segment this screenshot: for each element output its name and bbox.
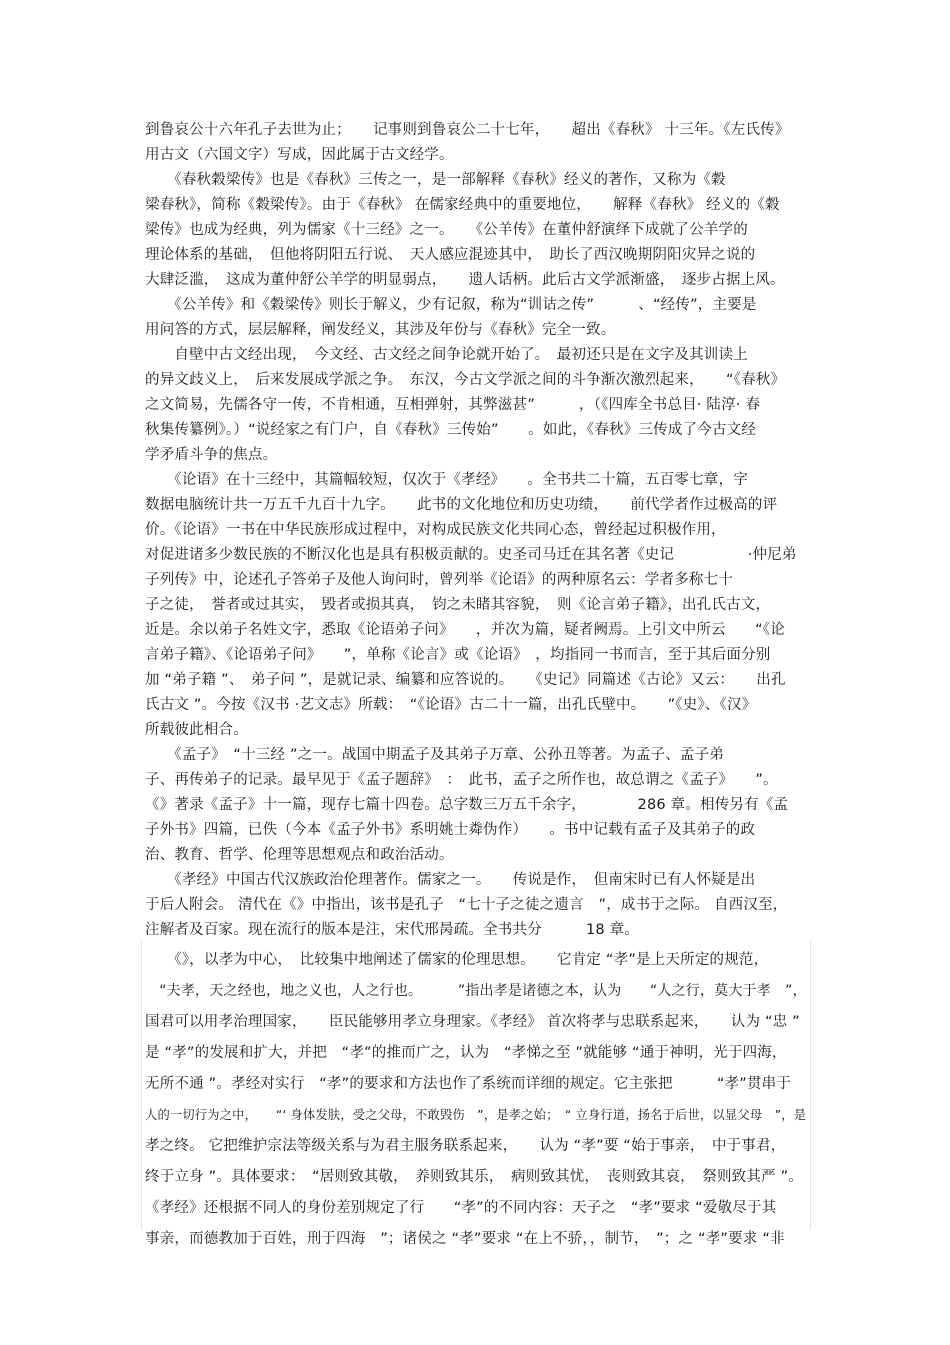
text-line: 子、再传弟子的记录。最早见于《孟子题辞》 ： 此书，孟子之所作也，故总谓之《孟子》 ”。 <box>145 772 778 788</box>
text-line: 氏古文 ”。今按《汉书 ·艺文志》所载： “《论语》古二十一篇，出孔氏壁中。 ”《史》、《汉》 <box>145 697 757 713</box>
text-line: 子之徒， 誉者或过其实， 毁者或损其真， 钧之未睹其容貌， 则《论言弟子籍》，出孔氏古文， <box>145 597 771 613</box>
text-line: 是 “孝”的发展和扩大，并把 “孝”的推而广之，认为 “孝悌之至 ”就能够 “通于神明，光于四海， <box>145 1045 787 1061</box>
text-line: 梁传》也成为经典，列为儒家《十三经》之一。 《公羊传》在董仲舒演绎下成就了公羊学的 <box>145 222 748 238</box>
text-line: 对促进诸多少数民族的不断汉化也是具有积极贡献的。史圣司马迁在其名著《史记 ·仲尼弟 <box>145 547 797 563</box>
text-line: 《》，以孝为中心， 比较集中地阐述了儒家的伦理思想。 它肯定 “孝”是上天所定的规范， <box>145 952 769 968</box>
text-line: 于后人附会。 清代在《》中指出，该书是孔子 “七十子之徒之遗言 ”，成书于之际。 自西汉至， <box>145 897 788 913</box>
text-line: 之文简易，先儒各守一传，不肯相通，互相弹射，其弊滋甚” ，（《四库全书总目· 陆淳· 春 <box>145 397 761 413</box>
text-line: 无所不通 ”。孝经对实行 “孝”的要求和方法也作了系统而详细的规定。它主张把 “孝”贯串于 <box>145 1076 792 1092</box>
text-line: 价。《论语》一书在中华民族形成过程中，对构成民族文化共同心态，曾经起过积极作用， <box>145 522 726 538</box>
text-line: 事亲，而德教加于百姓，刑于四海 ”；诸侯之 “孝”要求 “在上不骄，，制节， ”；之 “孝”要求 “非 <box>145 1231 785 1247</box>
text-line: 理论体系的基础， 但他将阴阳五行说、 天人感应混迹其中， 助长了西汉晚期阴阳灾异之说的 <box>145 247 756 263</box>
text-line: 数据电脑统计共一万五千九百十九字。 此书的文化地位和历史功绩， 前代学者作过极高的评 <box>145 497 778 513</box>
text-line: 用古文（六国文字）写成，因此属于古文经学。 <box>145 147 454 163</box>
text-line: 治、教育、哲学、伦理等思想观点和政治活动。 <box>145 847 454 863</box>
text-line: 《》著录《孟子》十一篇，现存七篇十四卷。总字数三万五千余字， 286 章。相传另有《孟 <box>145 797 789 813</box>
text-line: 近是。余以弟子名姓文字，悉取《论语弟子问》 ，并次为篇，疑者阙焉。上引文中所云 “《论 <box>145 622 786 638</box>
text-line: 所载彼此相合。 <box>145 722 248 738</box>
text-line: 梁春秋》，简称《穀梁传》。由于《春秋》 在儒家经典中的重要地位， 解释《春秋》 经义的《穀 <box>145 197 780 213</box>
text-line: 《孟子》 “十三经 ”之一。战国中期孟子及其弟子万章、公孙丑等著。为孟子、孟子弟 <box>145 747 725 763</box>
text-line: 到鲁哀公十六年孔子去世为止； 记事则到鲁哀公二十七年， 超出《春秋》 十三年。《左氏传》 <box>145 122 790 138</box>
text-line: 终于立身 ”。具体要求： “居则致其敬， 养则致其乐， 病则致其忧， 丧则致其哀， 祭则致其严 ”。 <box>145 1169 803 1185</box>
text-line: 国君可以用孝治理国家， 臣民能够用孝立身理家。《孝经》 首次将孝与忠联系起来， 认为 “忠 ” <box>145 1014 800 1030</box>
text-line: 用问答的方式，层层解释，阐发经义，其涉及年份与《春秋》完全一致。 <box>145 322 616 338</box>
text-line: 《孝经》中国古代汉族政治伦理著作。儒家之一。 传说是作， 但南宋时已有人怀疑是出 <box>145 872 756 888</box>
text-line: 人的一切行为之中， “‘ 身体发肤，受之父母，不敢毁伤 ”，是孝之始； “ 立身行道，扬名于后世，以显父母 ”，是 <box>145 1108 807 1122</box>
text-line: 《公羊传》和《穀梁传》则长于解义，少有记叙，称为“训诂之传” 、“经传”，主要是 <box>145 297 757 313</box>
text-line: 秋集传纂例》。）“说经家之有门户，自《春秋》三传始” 。如此，《春秋》三传成了今古文经 <box>145 422 757 438</box>
text-line: 《孝经》还根据不同人的身份差别规定了行 “孝”的不同内容：天子之 “孝”要求 “爱敬尽于其 <box>145 1200 777 1216</box>
text-line: 子外书》四篇，已佚（今本《孟子外书》系明姚士粦伪作） 。书中记载有孟子及其弟子的政 <box>145 822 756 838</box>
text-line: “夫孝，天之经也，地之义也，人之行也。 ”指出孝是诸德之本，认为 “人之行，莫大于孝 ”， <box>145 983 807 999</box>
text-line: 言弟子籍》、《论语弟子问》 ”，单称《论言》或《论语》 ，均指同一书而言，至于其后面分别 <box>145 647 771 663</box>
text-line: 孝之终。 它把维护宗法等级关系与为君主服务联系起来， 认为 “孝”要 “始于事亲， 中于事君， <box>145 1138 786 1154</box>
text-line: 注解者及百家。现在流行的版本是注，宋代邢昺疏。全书共分 18 章。 <box>145 922 640 938</box>
text-line: 自壁中古文经出现， 今文经、古文经之间争论就开始了。 最初还只是在文字及其训读上 <box>145 347 748 363</box>
text-line: 子列传》中，论述孔子答弟子及他人询问时，曾列举《论语》的两种原名云：学者多称七十 <box>145 572 733 588</box>
text-line: 加 “弟子籍 ”、 弟子问 ”，是就记录、编纂和应答说的。 《史记》同篇述《古论》又云： 出孔 <box>145 672 786 688</box>
text-line: 大肆泛滥， 这成为董仲舒公羊学的明显弱点， 遗人话柄。此后古文学派渐盛， 逐步占据上风。 <box>145 272 785 288</box>
text-line: 《论语》在十三经中，其篇幅较短，仅次于《孝经》 。全书共二十篇，五百零七章，字 <box>145 472 748 488</box>
text-line: 的异文歧义上， 后来发展成学派之争。 东汉，今古文学派之间的斗争渐次激烈起来， “《春秋》 <box>145 372 786 388</box>
text-line: 学矛盾斗争的焦点。 <box>145 447 278 463</box>
text-line: 《春秋穀梁传》也是《春秋》三传之一，是一部解释《春秋》经义的著作，又称为《穀 <box>145 172 726 188</box>
